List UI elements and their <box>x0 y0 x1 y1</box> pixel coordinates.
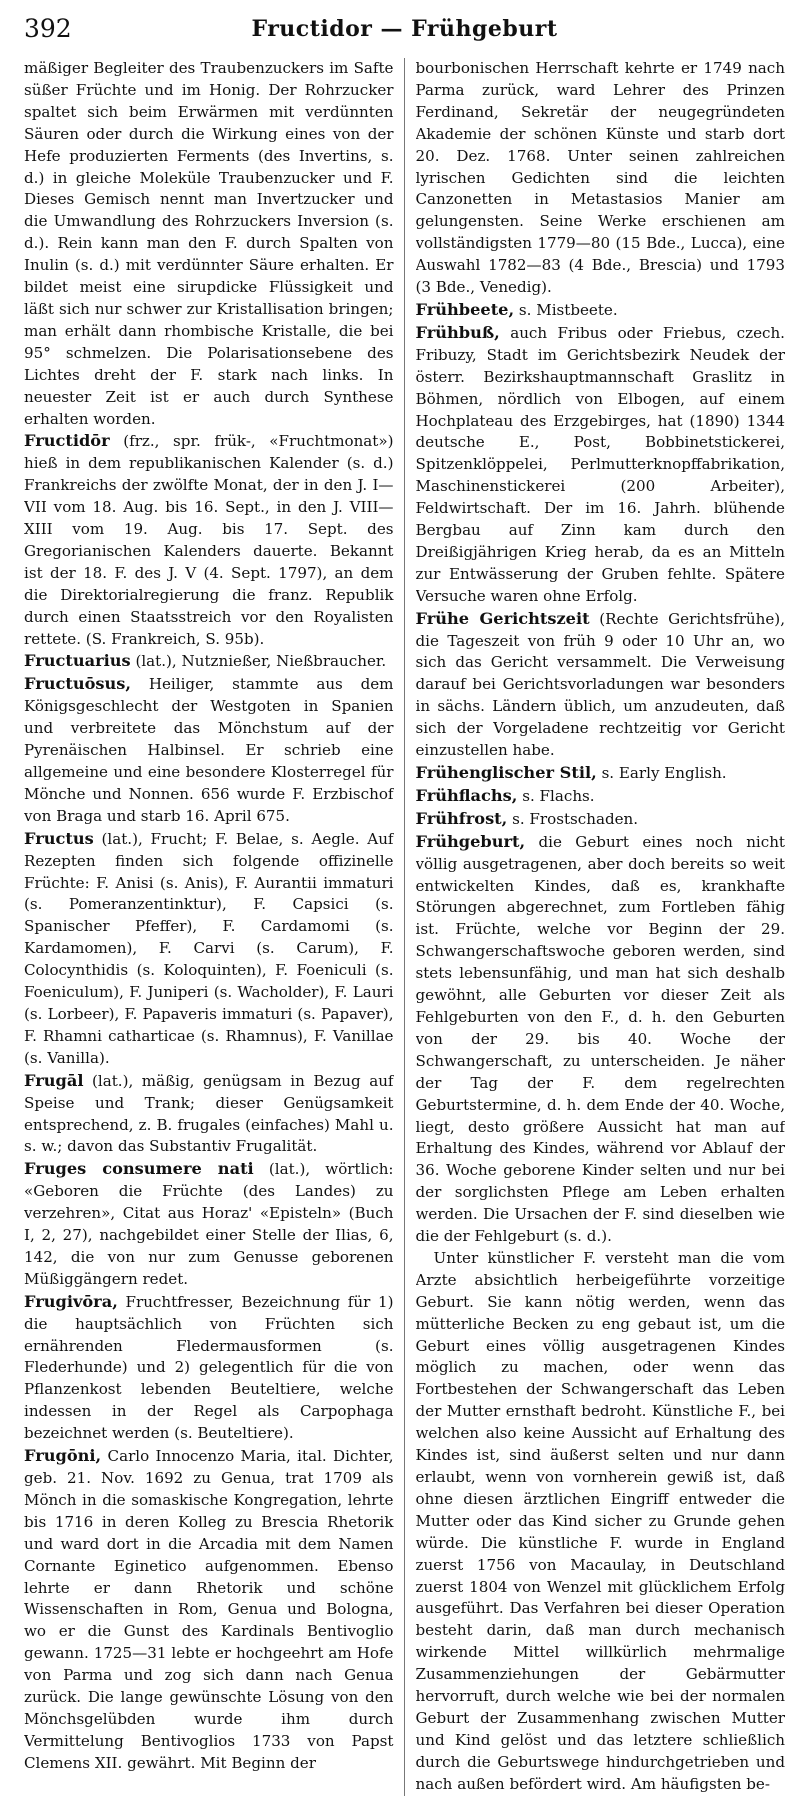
entry-text: (lat.), mäßig, genügsam in Bezug auf Speise und Trank; dieser Genügsamkeit entsprechend, z. B. frugales (einfaches) Mahl u. s. w.; davon das Substantiv Frugalität. <box>24 1071 394 1156</box>
entry-text: Heiliger, stammte aus dem Königsgeschlecht der Westgoten in Spanien und verbreitete das Mönchstum auf der Pyrenäischen Halbinsel. Er schrieb eine allgemeine und eine besondere Klosterregel für Mönche und Nonnen. 656 wurde F. Erzbischof von Braga und starb 16. April 675. <box>24 675 394 825</box>
dictionary-entry <box>24 828 394 1070</box>
entry-text: auch Fribus oder Friebus, czech. Fribuzy, Stadt im Gerichtsbezirk Neudek der österr. Bezirkshauptmannschaft Graslitz in Böhmen, nördlich von Elbogen, auf einem Hochplateau des Erzgebirges, hat (1890) 1344 deutsche E., Post, Bobbinetstickerei, Spitzenklöppelei, Perlmutterknopffabrikation, Maschinenstickerei (200 Arbeiter), Feldwirtschaft. Der im 16. Jahrh. blühende Bergbau auf Zinn kam durch den Dreißigjährigen Krieg herab, da es an Mitteln zur Entwässerung der Gruben fehlte. Spätere Versuche waren ohne Erfolg. <box>415 323 785 605</box>
entry-text: (lat.), wörtlich: «Geboren die Früchte (des Landes) zu verzehren», Citat aus Horaz' «Episteln» (Buch I, 2, 27), nachgebildet einer Stelle der Ilias, 6, 142, die von nur zum Genusse geborenen Müßiggängern redet. <box>24 1160 394 1288</box>
entry-text: die Geburt eines noch nicht völlig ausgetragenen, aber doch bereits so weit entwickelten Kindes, daß es, krankhafte Störungen abgerechnet, zum Fortleben fähig ist. Früchte, welche vor Beginn der 29. Schwangerschaftswoche geboren werden, sind stets lebensunfähig, und man hat sich deshalb gewöhnt, alle Geburten vor dieser Zeit als Fehlgeburten von den F., d. h. den Geburten von der 29. bis 40. Woche der Schwangerschaft, zu unterscheiden. Je näher der Tag der F. dem regelrechten Geburtstermine, d. h. dem Ende der 40. Woche, liegt, desto größere Aussicht hat man auf Erhaltung des Kindes, während vor Ablauf der 36. Woche geborene Kinder selten und nur bei der sorglichsten Pflege am Leben erhalten werden. Die Ursachen der F. sind dieselben wie die der Fehlgeburt (s. d.). <box>415 832 785 1246</box>
entry-continuation <box>24 58 394 430</box>
entry-text: (frz., spr. frük-, «Fruchtmonat») hieß in dem republikanischen Kalender (s. d.) Frankreichs der zwölfte Monat, der in den J. I—VII vom 18. Aug. bis 16. Sept., in den J. VIII—XIII vom 19. Aug. bis 17. Sept. des Gregorianischen Kalenders dauerte. Bekannt ist der 18. F. des J. V (4. Sept. 1797), an dem die Direktorialregierung die franz. Republik durch einen Staatsstreich vor den Royalisten rettete. (S. Frankreich, S. 95b). <box>24 432 394 648</box>
dictionary-entry <box>416 762 786 785</box>
entry-text: Unter künstlicher F. versteht man die vom Arzte absichtlich herbeigeführte vorzeitige Geburt. Sie kann nötig werden, wenn das mütterliche Becken zu eng gebaut ist, um die Geburt eines völlig ausgetragenen Kindes möglich zu machen, oder wenn das Fortbestehen der Schwangerschaft das Leben der Mutter ernsthaft bedroht. Künstliche F., bei welchen also keine Aussicht auf Erhaltung des Kindes ist, sind äußerst selten und nur dann erlaubt, wenn von vornherein gewiß ist, daß ohne diesen ärztlichen Eingriff entweder die Mutter oder das Kind sicher zu Grunde gehen würde. Die künstliche F. wurde in England zuerst 1756 von Macaulay, in Deutschland zuerst 1804 von Wenzel mit glücklichem Erfolg ausgeführt. Das Verfahren bei dieser Operation besteht darin, daß man durch mechanisch wirkende Mittel willkürlich mehrmalige Zusammenziehungen der Gebärmutter hervorruft, durch welche wie bei der normalen Geburt der Zusammenhang zwischen Mutter und Kind gelöst und das letztere schließlich durch die Geburtswege hindurchgetrieben und nach außen befördert wird. Am häufigsten be- <box>415 1248 785 1793</box>
entry-text: bourbonischen Herrschaft kehrte er 1749 nach Parma zurück, ward Lehrer des Prinzen Ferdinand, Sekretär der neugegründeten Akademie der schönen Künste und starb dort 20. Dez. 1768. Unter seinen zahlreichen lyrischen Gedichten sind die leichten Canzonetten in Metastasios Manier am gelungensten. Seine Werke erschienen am vollständigsten 1779—80 (15 Bde., Lucca), eine Auswahl 1782—83 (4 Bde., Brescia) und 1793 (3 Bde., Venedig). <box>415 59 785 297</box>
entry-text: Carlo Innocenzo Maria, ital. Dichter, geb. 21. Nov. 1692 zu Genua, trat 1709 als Mönch in die somaskische Kongregation, lehrte bis 1716 in deren Kolleg zu Brescia Rhetorik und ward dort in die Arcadia mit dem Namen Cornante Eginetico aufgenommen. Ebenso lehrte er dann Rhetorik und schöne Wissenschaften in Rom, Genua und Bologna, wo er die Gunst des Kardinals Bentivoglio gewann. 1725—31 lebte er hochgeehrt am Hofe von Parma und zog sich dann nach Genua zurück. Die lange gewünschte Lösung von den Mönchsgelübden wurde ihm durch Vermittelung Bentivoglios 1733 von Papst Clemens XII. gewährt. Mit Beginn der <box>24 1447 394 1772</box>
dictionary-entry <box>24 430 394 650</box>
entry-text: (lat.), Nutznießer, Nießbraucher. <box>130 652 387 671</box>
entry-headword: Fructuarius <box>24 651 131 671</box>
text-columns <box>24 58 785 1796</box>
entry-text: (lat.), Frucht; F. Belae, s. Aegle. Auf Rezepten finden sich folgende offizinelle Früchte: F. Anisi (s. Anis), F. Aurantii immaturi (s. Pomeranzentinktur), F. Capsici (s. Spanischer Pfeffer), F. Cardamomi (s. Kardamomen), F. Carvi (s. Carum), F. Colocynthidis (s. Koloquinten), F. Foeniculi (s. Foeniculum), F. Juniperi (s. Wacholder), F. Lauri (s. Lorbeer), F. Papaveris immaturi (s. Papaver), F. Rhamni catharticae (s. Rhamnus), F. Vanillae (s. Vanilla). <box>24 829 394 1067</box>
entry-headword: Frühenglischer Stil, <box>415 763 597 782</box>
dictionary-entry <box>24 673 394 827</box>
entry-text: s. Mistbeete. <box>514 300 618 319</box>
entry-headword: Fructidōr <box>24 431 110 451</box>
running-title: Fructidor — Frühgeburt <box>251 16 558 42</box>
right-column <box>416 58 786 1796</box>
entry-text: s. Flachs. <box>517 786 595 805</box>
entry-headword: Frühflachs, <box>415 785 518 805</box>
dictionary-entry <box>416 608 786 762</box>
page-number: 392 <box>24 14 72 43</box>
dictionary-entry <box>416 785 786 808</box>
dictionary-entry <box>24 1158 394 1290</box>
dictionary-entry <box>24 1291 394 1445</box>
entry-headword: Frühfrost, <box>415 808 508 828</box>
dictionary-entry <box>416 299 786 322</box>
entry-headword: Frühbeete, <box>415 299 515 319</box>
entry-text: s. Frostschaden. <box>507 809 639 828</box>
entry-headword: Frugivōra, <box>24 1291 118 1311</box>
entry-headword: Fructus <box>24 828 94 848</box>
page-header <box>24 0 785 58</box>
dictionary-entry <box>416 322 786 608</box>
entry-text: mäßiger Begleiter des Traubenzuckers im Safte süßer Früchte und im Honig. Der Rohrzucker spaltet sich beim Erwärmen mit verdünnten Säuren oder durch die Wirkung eines von der Hefe produzierten Ferments (des Invertins, s. d.) in gleiche Moleküle Traubenzucker und F. Dieses Gemisch nennt man Invertzucker und die Umwandlung des Rohrzuckers Inversion (s. d.). Rein kann man den F. durch Spalten von Inulin (s. d.) mit verdünnter Säure erhalten. Er bildet meist eine sirupdicke Flüssigkeit und läßt sich nur schwer zur Kristallisation bringen; man erhält dann rhombische Kristalle, die bei 95° schmelzen. Die Polarisationsebene des Lichtes dreht der F. stark nach links. In neuester Zeit ist er auch durch Synthese erhalten worden. <box>24 59 394 428</box>
entry-text: (Rechte Gerichtsfrühe), die Tageszeit von früh 9 oder 10 Uhr an, wo sich das Gericht versammelt. Die Verweisung darauf bei Gerichtsvorladungen war besonders in sächs. Ländern üblich, um anzudeuten, daß sich der Vorgeladene rechtzeitig vor Gericht einzustellen habe. <box>415 609 785 760</box>
dictionary-entry <box>416 831 786 1248</box>
dictionary-entry <box>24 1070 394 1159</box>
left-column <box>24 58 394 1796</box>
entry-text: Fruchtfresser, Bezeichnung für 1) die hauptsächlich von Früchten sich ernährenden Fledermausformen (s. Flederhunde) und 2) gelegentlich für die von Pflanzenkost lebenden Beuteltiere, welche indessen in der Regel als Carpophaga bezeichnet werden (s. Beuteltiere). <box>24 1292 394 1443</box>
dictionary-entry <box>24 1445 394 1775</box>
entry-headword: Frühbuß, <box>415 322 500 342</box>
entry-headword: Fruges consumere nati <box>24 1159 254 1179</box>
dictionary-entry <box>24 650 394 673</box>
entry-text: s. Early English. <box>596 764 727 782</box>
entry-headword: Frugāl <box>24 1070 84 1090</box>
entry-headword: Fructuōsus, <box>24 674 132 694</box>
dictionary-entry <box>416 808 786 831</box>
entry-headword: Frugōni, <box>24 1446 102 1466</box>
entry-headword: Frühgeburt, <box>415 831 526 851</box>
entry-continuation <box>416 1248 786 1796</box>
entry-continuation <box>416 58 786 299</box>
entry-headword: Frühe Gerichtszeit <box>415 608 590 628</box>
